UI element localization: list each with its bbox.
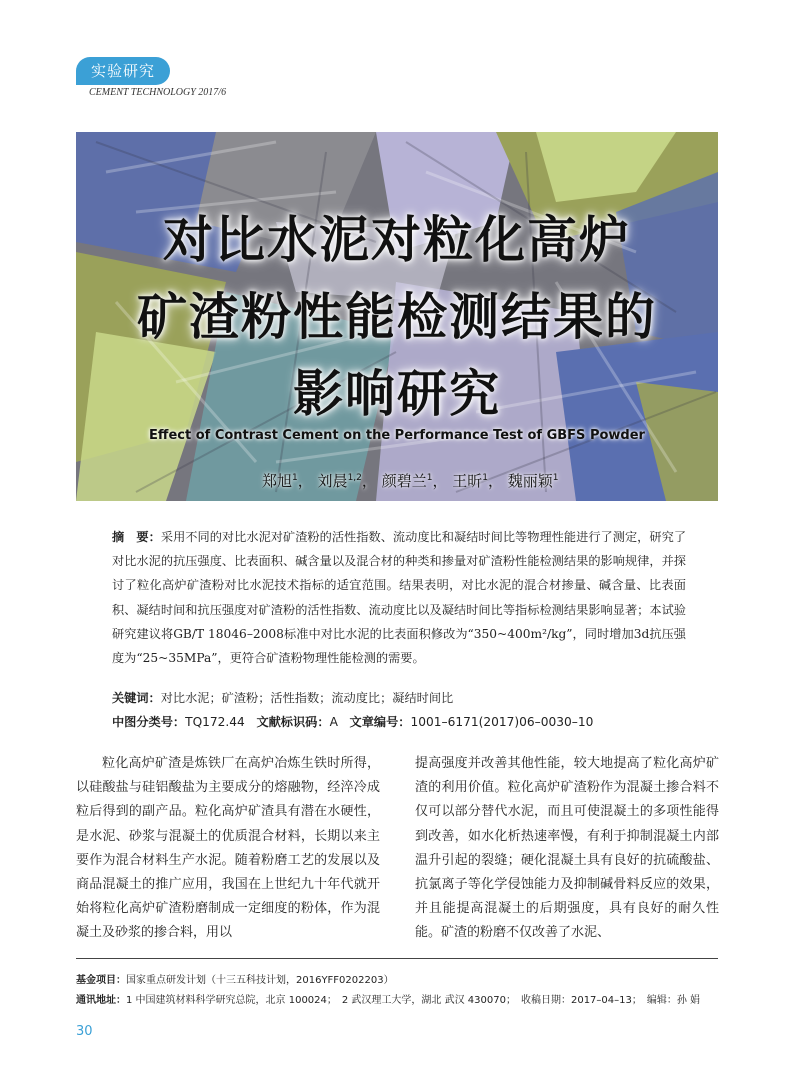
author-separator: ，	[297, 472, 313, 490]
author-name: 颜碧兰	[381, 472, 427, 490]
body-column-left: 粒化高炉矿渣是炼铁厂在高炉冶炼生铁时所得，以硅酸盐与硅铝酸盐为主要成分的熔融物，经淬冷成粒后得到的副产品。粒化高炉矿渣具有潜在水硬性，是水泥、砂浆与混凝土的优质混合材料，长期以来主要作为混合材料生产水泥。随着粉磨工艺的发展以及商品混凝土的推广应用，我国在上世纪九十年代就开始将粒化高炉矿渣粉磨制成一定细度的粉体，作为混凝土及砂浆的掺合料，用以	[76, 756, 380, 941]
article-id-label: 文章编号：	[349, 715, 411, 729]
author-affiliation: 1	[482, 473, 488, 483]
article-title-line-1: 对比水泥对粒化高炉	[163, 211, 631, 269]
article-title-english: Effect of Contrast Cement on the Performance Test of GBFS Powder	[149, 428, 645, 443]
abstract	[112, 525, 686, 670]
keywords-text: 对比水泥；矿渣粉；活性指数；流动度比；凝结时间比	[160, 691, 454, 705]
fund-label: 基金项目：	[76, 975, 126, 986]
journal-header: CEMENT TECHNOLOGY 2017/6	[89, 87, 227, 98]
doc-code-value: A	[329, 715, 338, 729]
clc-label: 中图分类号：	[112, 715, 186, 729]
section-tag: 实验研究	[76, 57, 170, 85]
article-title-line-3: 影响研究	[293, 365, 501, 423]
author-affiliation: 1	[292, 473, 298, 483]
fund-footnote	[76, 971, 394, 986]
doc-code-label: 文献标识码：	[256, 715, 330, 729]
body-column-right: 提高强度并改善其他性能，较大地提高了粒化高炉矿渣的利用价值。粒化高炉矿渣粉作为混凝土掺合料不仅可以部分替代水泥，而且可使混凝土的多项性能得到改善，如水化析热速率慢，有利于抑制混凝土内部温升引起的裂缝；硬化混凝土具有良好的抗硫酸盐、抗氯离子等化学侵蚀能力及抑制碱骨料反应的效果，并且能提高混凝土的后期强度，具有良好的耐久性能。矿渣的粉磨不仅改善了水泥、	[415, 756, 719, 941]
author-separator: ，	[487, 472, 503, 490]
address-footnote	[76, 991, 700, 1006]
address-text: 1 中国建筑材料科学研究总院，北京 100024； 2 武汉理工大学，湖北 武汉 430070； 收稿日期：2017–04–13； 编辑：孙 娟	[126, 995, 701, 1006]
author-list	[262, 470, 559, 491]
address-label: 通讯地址：	[76, 995, 126, 1006]
abstract-label: 摘 要：	[112, 530, 161, 544]
author-name: 王昕	[452, 472, 483, 490]
keywords-label: 关键词：	[112, 691, 161, 705]
fund-text: 国家重点研发计划（十三五科技计划，2016YFF0202203）	[126, 975, 394, 986]
article-id-value: 1001–6171(2017)06–0030–10	[410, 715, 594, 729]
abstract-text: 采用不同的对比水泥对矿渣粉的活性指数、流动度比和凝结时间比等物理性能进行了测定，研究了对比水泥的抗压强度、比表面积、碱含量以及混合材的种类和掺量对矿渣粉性能检测结果的影响规律，并探讨了粒化高炉矿渣粉对比水泥技术指标的适宜范围。结果表明，对比水泥的混合材掺量、碱含量、比表面积、凝结时间和抗压强度对矿渣粉的活性指数、流动度比以及凝结时间比等指标检测结果影响显著；本试验研究建议将GB/T 18046–2008标准中对比水泥的比表面积修改为“350~400m²/kg”，同时增加3d抗压强度为“25~35MPa”，更符合矿渣粉物理性能检测的需要。	[112, 530, 687, 666]
clc-value: TQ172.44	[185, 715, 245, 729]
author-name: 刘晨	[317, 472, 348, 490]
classification-line	[112, 713, 593, 730]
author-affiliation: 1	[426, 473, 433, 483]
keywords	[112, 689, 453, 706]
article-title-line-2: 矿渣粉性能检测结果的	[137, 288, 657, 346]
author-separator: ，	[361, 472, 377, 490]
page-number: 30	[76, 1024, 93, 1039]
author-affiliation: 1,2	[347, 473, 362, 483]
author-affiliation: 1	[552, 473, 559, 483]
hero-banner	[76, 132, 718, 501]
footnote-divider	[76, 958, 718, 959]
author-name: 魏丽颖	[507, 472, 553, 490]
author-name: 郑旭	[262, 472, 293, 490]
author-separator: ，	[432, 472, 448, 490]
